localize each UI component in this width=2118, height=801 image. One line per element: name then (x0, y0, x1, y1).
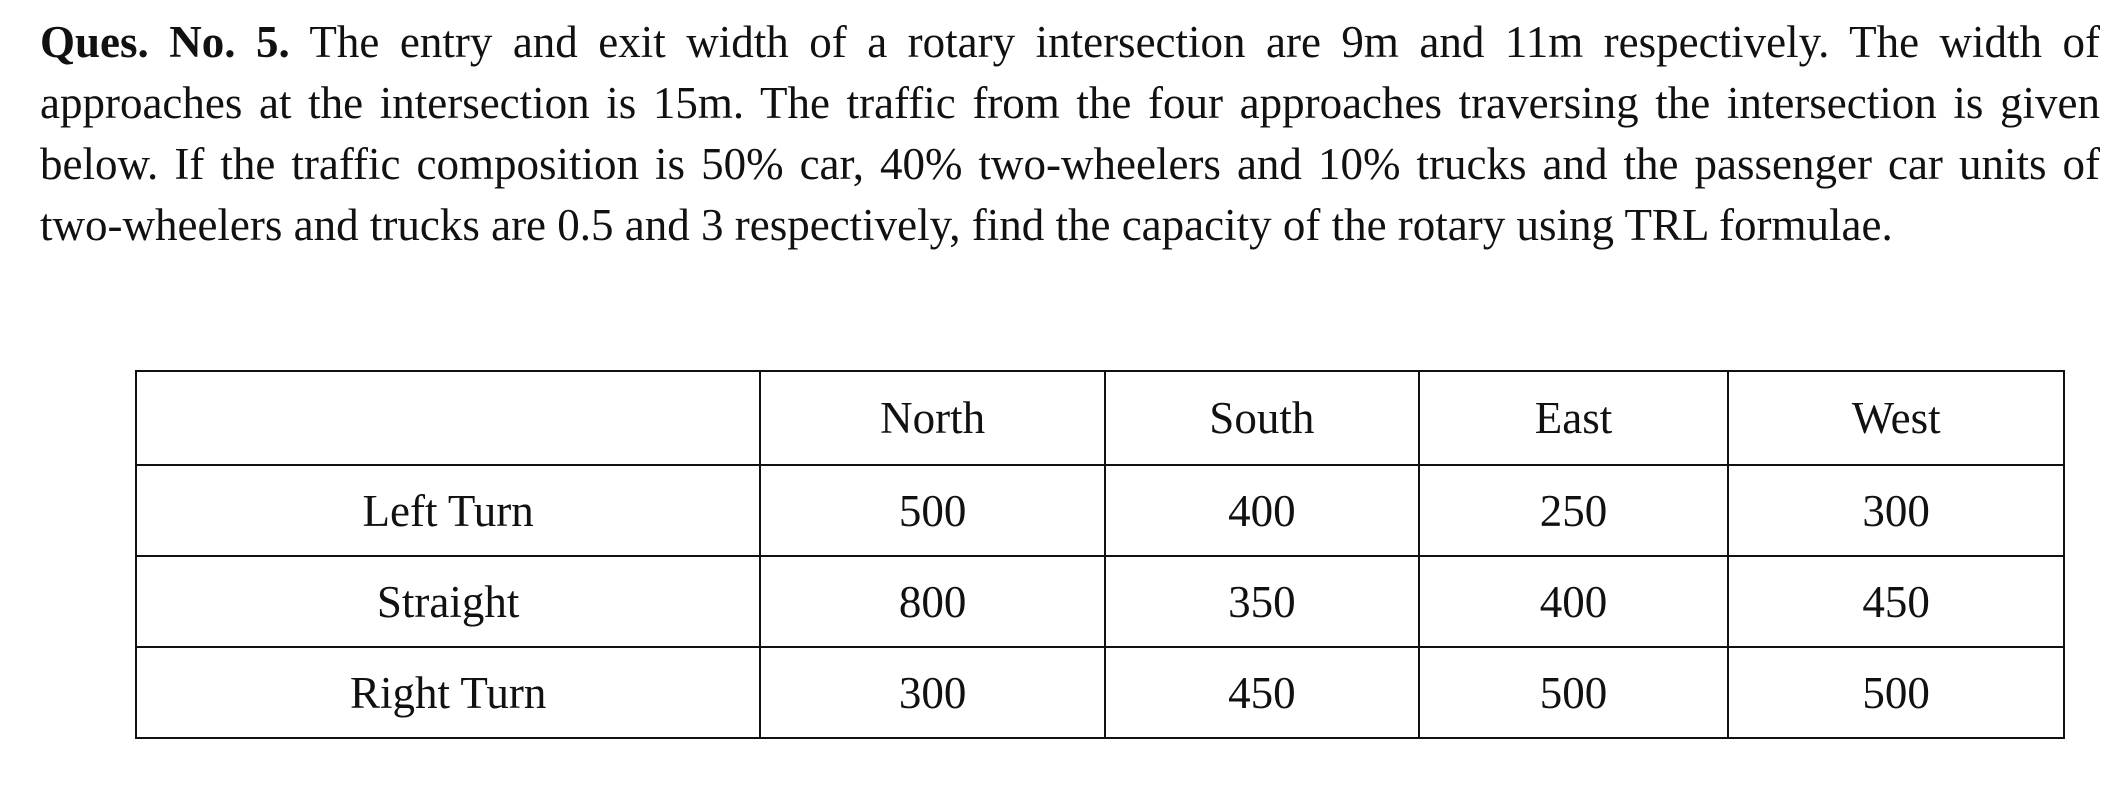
table-row-straight (136, 556, 2064, 647)
table-row-right-turn (136, 647, 2064, 738)
table-cell: 450 (1728, 556, 2064, 647)
header-cell-north: North (760, 371, 1105, 465)
table-cell: 500 (760, 465, 1105, 556)
question-number: Ques. No. 5. (40, 17, 290, 67)
table-cell: 250 (1419, 465, 1729, 556)
row-label: Straight (136, 556, 760, 647)
question-text (40, 12, 2100, 256)
table-cell: 450 (1105, 647, 1419, 738)
table-cell: 500 (1728, 647, 2064, 738)
traffic-table (135, 370, 2065, 739)
table-cell: 800 (760, 556, 1105, 647)
table-cell: 350 (1105, 556, 1419, 647)
table-cell: 400 (1105, 465, 1419, 556)
row-label: Right Turn (136, 647, 760, 738)
header-cell-south: South (1105, 371, 1419, 465)
table-header-row (136, 371, 2064, 465)
header-cell-west: West (1728, 371, 2064, 465)
table-cell: 300 (760, 647, 1105, 738)
question-body: The entry and exit width of a rotary intersection are 9m and 11m respectively. The width of approaches at the intersection is 15m. The traffic from the four approaches traversing the intersection is given below. If the traffic composition is 50% car, 40% two-wheelers and 10% trucks and the passenger car units of two-wheelers and trucks are 0.5 and 3 respectively, find the capacity of the rotary using TRL formulae. (40, 17, 2101, 250)
table-row-left-turn (136, 465, 2064, 556)
header-cell-blank (136, 371, 760, 465)
table-cell: 300 (1728, 465, 2064, 556)
header-cell-east: East (1419, 371, 1729, 465)
table-cell: 500 (1419, 647, 1729, 738)
table-cell: 400 (1419, 556, 1729, 647)
row-label: Left Turn (136, 465, 760, 556)
